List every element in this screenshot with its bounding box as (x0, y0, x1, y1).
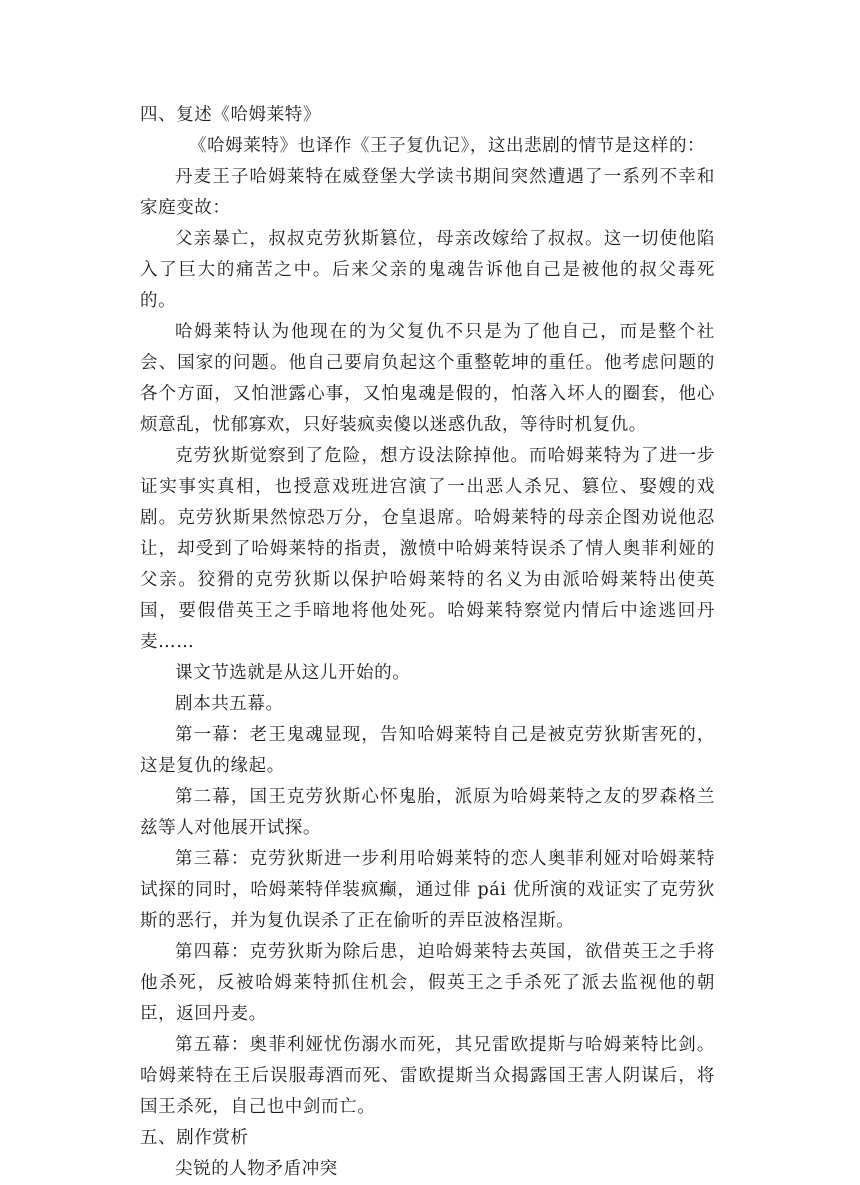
paragraph: 剧本共五幕。 (175, 694, 284, 714)
paragraph: 尖锐的人物矛盾冲突 (175, 1159, 338, 1179)
paragraph: 第五幕：奥菲利娅忧伤溺水而死，其兄雷欧提斯与哈姆莱特比剑。哈姆莱特在王后误服毒酒而死、雷欧提斯当众揭露国王害人阴谋后，将国王杀死，自己也中剑而亡。 (140, 1035, 715, 1117)
paragraph: 克劳狄斯觉察到了危险，想方设法除掉他。而哈姆莱特为了进一步证实事实真相，也授意戏班进宫演了一出恶人杀兄、篡位、娶嫂的戏剧。克劳狄斯果然惊恐万分，仓皇退席。哈姆莱特的母亲企图劝说他忍让，却受到了哈姆莱特的指责，激愤中哈姆莱特误杀了情人奥菲利娅的父亲。狡猾的克劳狄斯以保护哈姆莱特的名义为由派哈姆莱特出使英国，要假借英王之手暗地将他处死。哈姆莱特察觉内情后中途逃回丹麦…… (140, 446, 715, 652)
paragraph: 课文节选就是从这儿开始的。 (175, 663, 411, 683)
paragraph: 第三幕：克劳狄斯进一步利用哈姆莱特的恋人奥菲利娅对哈姆莱特试探的同时，哈姆莱特佯装疯癫，通过俳 pái 优所演的戏证实了克劳狄斯的恶行，并为复仇误杀了正在偷听的弄臣波格涅斯。 (140, 849, 715, 931)
section-heading: 四、复述《哈姆莱特》 (140, 105, 321, 125)
paragraph: 哈姆莱特认为他现在的为父复仇不只是为了他自己，而是整个社会、国家的问题。他自己要肩负起这个重整乾坤的重任。他考虑问题的各个方面，又怕泄露心事，又怕鬼魂是假的，怕落入坏人的圈套，他心烦意乱，忧郁寡欢，只好装疯卖傻以迷惑仇敌，等待时机复仇。 (140, 322, 715, 435)
document-page (140, 100, 715, 1185)
paragraph: 第二幕，国王克劳狄斯心怀鬼胎，派原为哈姆莱特之友的罗森格兰兹等人对他展开试探。 (140, 787, 715, 838)
paragraph: 丹麦王子哈姆莱特在威登堡大学读书期间突然遭遇了一系列不幸和家庭变故： (140, 167, 715, 218)
paragraph: 第一幕：老王鬼魂显现，告知哈姆莱特自己是被克劳狄斯害死的，这是复仇的缘起。 (140, 725, 715, 776)
paragraph: 第四幕：克劳狄斯为除后患，迫哈姆莱特去英国，欲借英王之手将他杀死，反被哈姆莱特抓住机会，假英王之手杀死了派去监视他的朝臣，返回丹麦。 (140, 942, 715, 1024)
paragraph: 父亲暴亡，叔叔克劳狄斯篡位，母亲改嫁给了叔叔。这一切使他陷入了巨大的痛苦之中。后来父亲的鬼魂告诉他自己是被他的叔父毒死的。 (140, 229, 715, 311)
section-heading: 五、剧作赏析 (140, 1128, 249, 1148)
paragraph: 《哈姆莱特》也译作《王子复仇记》，这出悲剧的情节是这样的： (189, 136, 706, 156)
